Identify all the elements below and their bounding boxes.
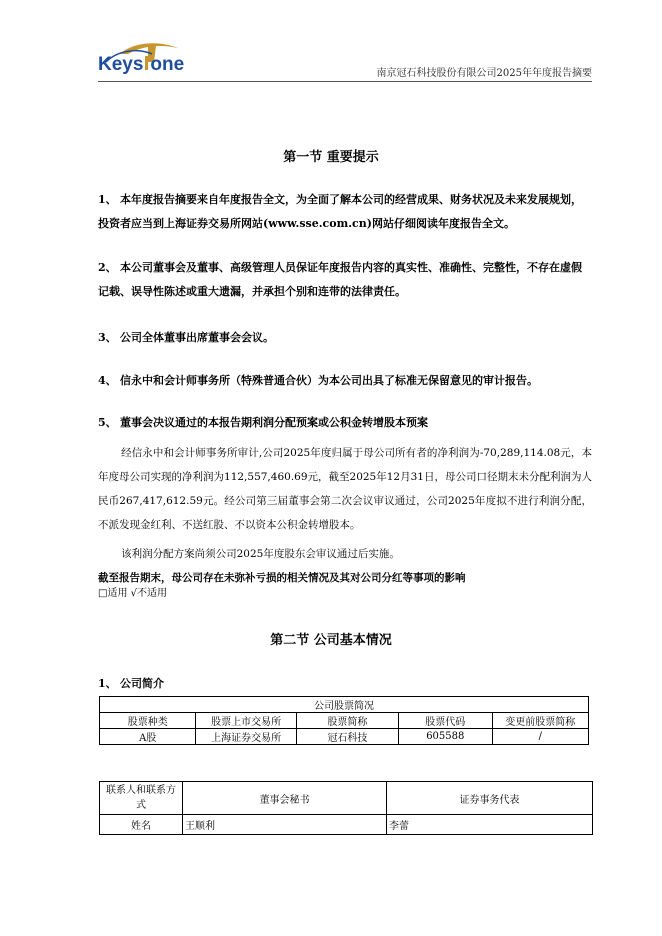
table-header-cell: 股票代码: [399, 713, 492, 729]
item-number: 2、: [98, 261, 117, 274]
notice-item-3: [98, 326, 592, 350]
table-header-cell: 股票种类: [100, 713, 196, 729]
table-cell: 冠石科技: [296, 729, 398, 745]
notice-item-5: [98, 411, 592, 435]
stock-info-table: [99, 696, 589, 745]
item-text: 本年度报告摘要来自年度报告全文，为全面了解本公司的经营成果、财务状况及未来发展规划，投资者应当到上海证券交易所网站(www.sse.com.cn)网站仔细阅读年度报告全文。: [98, 193, 582, 230]
item-text: 董事会决议通过的本报告期利润分配预案或公积金转增股本预案: [120, 416, 428, 429]
contact-header-cell: 联系人和联系方式: [100, 782, 183, 815]
profit-distribution-paragraph: 经信永中和会计师事务所审计,公司2025年度归属于母公司所有者的净利润为-70,289,114.08元，本年度母公司实现的净利润为112,557,460.69元，截至2025年12月31日，母公司口径期末未分配利润为人民币267,417,612.59元。经公司第三届董事会第二次会议审议通过，公司2025年度拟不进行利润分配，不派发现金红利、不送红股、不以资本公积金转增股本。: [98, 447, 592, 531]
logo-text-start: Keys: [98, 54, 144, 75]
table-header-cell: 变更前股票简称: [492, 713, 589, 729]
item-number: 1、: [98, 677, 117, 690]
secretary-name-cell: 王顺利: [183, 815, 387, 835]
item-number: 4、: [98, 374, 117, 387]
item-text: 公司简介: [120, 677, 164, 690]
table-row: [100, 729, 589, 745]
contact-info-table: [99, 781, 593, 835]
notice-item-1: [98, 188, 592, 236]
name-label-cell: 姓名: [100, 815, 183, 835]
item-number: 5、: [98, 416, 117, 429]
item-number: 3、: [98, 331, 117, 344]
company-logo: [98, 40, 188, 76]
item-text: 公司全体董事出席董事会会议。: [120, 331, 274, 344]
notice-item-4: [98, 369, 592, 393]
section2-title: 第二节 公司基本情况: [270, 633, 392, 648]
table-cell: A股: [100, 729, 196, 745]
logo-text-end: one: [150, 54, 185, 75]
table-cell: /: [492, 729, 589, 745]
representative-name-cell: 李蕾: [387, 815, 593, 835]
secretary-header-cell: 董事会秘书: [183, 782, 387, 815]
company-profile-heading: [98, 672, 592, 696]
applicability-checkbox-line: □适用 √不适用: [98, 588, 167, 599]
section1-title: 第一节 重要提示: [283, 150, 379, 165]
table-row: [100, 815, 593, 835]
report-header-title: 南京冠石科技股份有限公司2025年年度报告摘要: [376, 68, 592, 79]
table-cell: 上海证券交易所: [196, 729, 296, 745]
table-header-row: [100, 713, 589, 729]
representative-header-cell: 证券事务代表: [387, 782, 593, 815]
stock-table-caption: 公司股票简况: [100, 697, 589, 713]
table-header-row: [100, 782, 593, 815]
uncovered-loss-heading: 截至报告期末，母公司存在未弥补亏损的相关情况及其对公司分红等事项的影响: [98, 572, 466, 584]
approval-note: 该利润分配方案尚须公司2025年度股东会审议通过后实施。: [121, 548, 400, 560]
table-header-cell: 股票上市交易所: [196, 713, 296, 729]
item-text: 本公司董事会及董事、高级管理人员保证年度报告内容的真实性、准确性、完整性，不存在虚假记载、误导性陈述或重大遗漏，并承担个别和连带的法律责任。: [98, 261, 582, 298]
item-text: 信永中和会计师事务所（特殊普通合伙）为本公司出具了标准无保留意见的审计报告。: [120, 374, 538, 387]
notice-item-2: [98, 256, 592, 304]
table-cell: 605588: [399, 729, 492, 745]
header-divider: [98, 81, 592, 82]
table-header-cell: 股票简称: [296, 713, 398, 729]
item-number: 1、: [98, 193, 117, 206]
